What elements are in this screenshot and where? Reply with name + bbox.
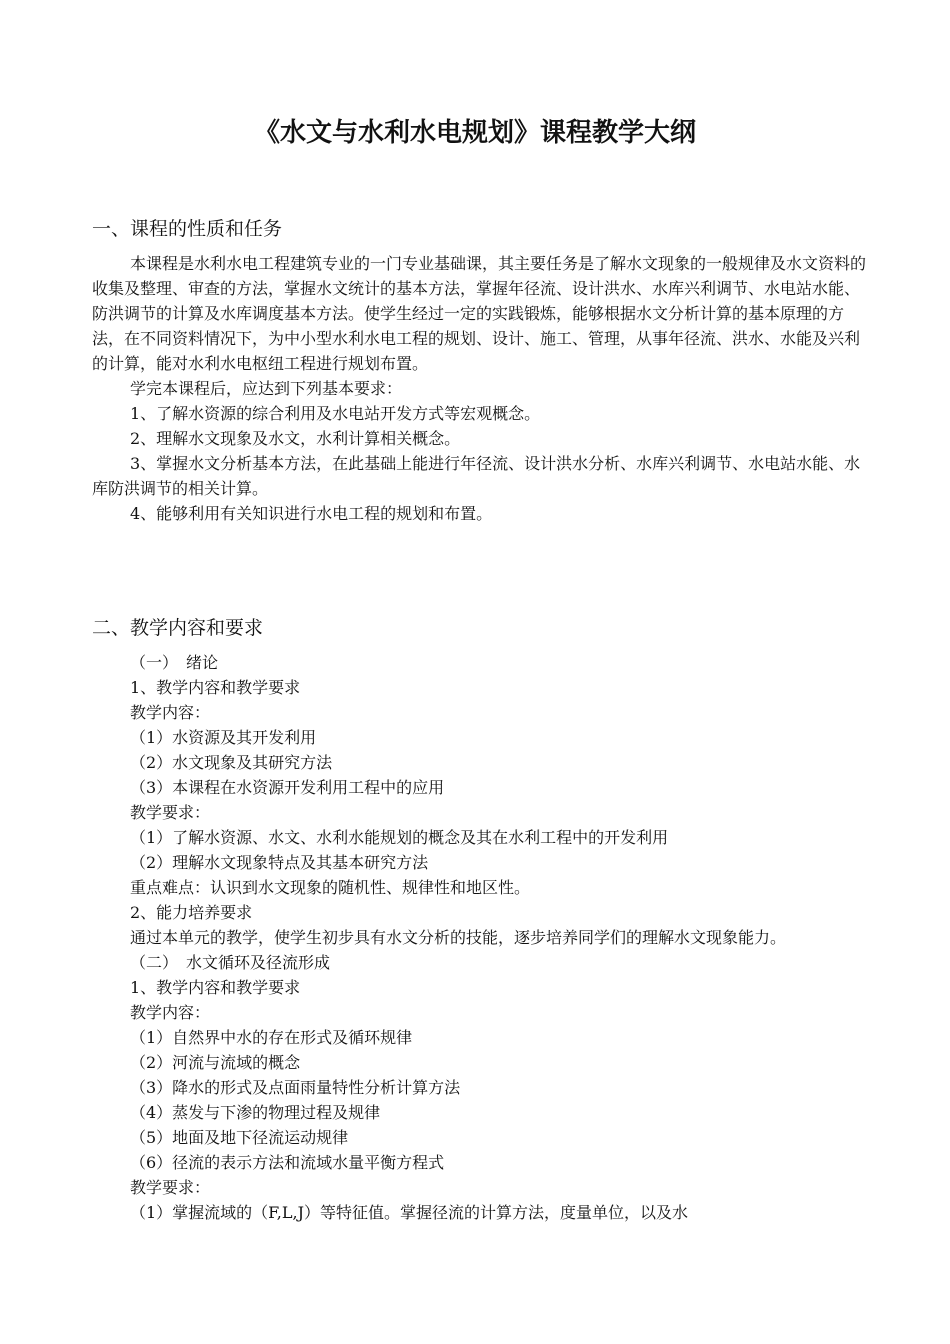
- subheading: 1、教学内容和教学要求: [130, 978, 301, 997]
- section-heading-1: 一、课程的性质和任务: [92, 218, 283, 240]
- content-label: 教学内容：: [130, 1003, 211, 1022]
- requirement-item: 4、能够利用有关知识进行水电工程的规划和布置。: [130, 504, 493, 523]
- content-item: （4）蒸发与下渗的物理过程及规律: [130, 1103, 381, 1122]
- content-item: （6）径流的表示方法和流域水量平衡方程式: [130, 1153, 445, 1172]
- requirement-item: （1）掌握流域的（F,L,J）等特征值。掌握径流的计算方法，度量单位，以及水: [130, 1203, 689, 1222]
- content-label: 教学内容：: [130, 703, 211, 722]
- section-heading-2: 二、教学内容和要求: [92, 617, 264, 639]
- ability-paragraph: 通过本单元的教学，使学生初步具有水文分析的技能，逐步培养同学们的理解水文现象能力。: [130, 928, 787, 947]
- content-item: （1）自然界中水的存在形式及循环规律: [130, 1028, 413, 1047]
- requirement-item: （1）了解水资源、水文、水利水能规划的概念及其在水利工程中的开发利用: [130, 828, 669, 847]
- requirements-intro: 学完本课程后，应达到下列基本要求：: [130, 379, 403, 398]
- unit-title: （二） 水文循环及径流形成: [130, 953, 331, 972]
- content-item: （3）降水的形式及点面雨量特性分析计算方法: [130, 1078, 461, 1097]
- key-points: 重点难点：认识到水文现象的随机性、规律性和地区性。: [130, 878, 531, 897]
- content-item: （3）本课程在水资源开发利用工程中的应用: [130, 778, 445, 797]
- content-item: （2）水文现象及其研究方法: [130, 753, 333, 772]
- section-2-body: [92, 650, 872, 1225]
- requirement-item: 3、掌握水文分析基本方法，在此基础上能进行年径流、设计洪水分析、水库兴利调节、水电站水能、水库防洪调节的相关计算。: [92, 454, 861, 498]
- requirement-item: 2、理解水文现象及水文，水利计算相关概念。: [130, 429, 461, 448]
- page-title: 《水文与水利水电规划》课程教学大纲: [253, 118, 696, 148]
- unit-title: （一） 绪论: [130, 653, 219, 672]
- subheading: 2、能力培养要求: [130, 903, 253, 922]
- requirement-item: 1、了解水资源的综合利用及水电站开发方式等宏观概念。: [130, 404, 541, 423]
- subheading: 1、教学内容和教学要求: [130, 678, 301, 697]
- paragraph-intro: 本课程是水利水电工程建筑专业的一门专业基础课，其主要任务是了解水文现象的一般规律及水文资料的收集及整理、审查的方法，掌握水文统计的基本方法，掌握年径流、设计洪水、水库兴利调节、水电站水能、防洪调节的计算及水库调度基本方法。使学生经过一定的实践锻炼，能够根据水文分析计算的基本原理的方法，在不同资料情况下，为中小型水利水电工程的规划、设计、施工、管理，从事年径流、洪水、水能及兴利的计算，能对水利水电枢纽工程进行规划布置。: [92, 254, 867, 373]
- content-item: （2）河流与流域的概念: [130, 1053, 301, 1072]
- content-item: （5）地面及地下径流运动规律: [130, 1128, 349, 1147]
- requirement-item: （2）理解水文现象特点及其基本研究方法: [130, 853, 429, 872]
- section-1-body: [92, 251, 872, 526]
- requirements-label: 教学要求：: [130, 803, 211, 822]
- requirements-label: 教学要求：: [130, 1178, 211, 1197]
- content-item: （1）水资源及其开发利用: [130, 728, 317, 747]
